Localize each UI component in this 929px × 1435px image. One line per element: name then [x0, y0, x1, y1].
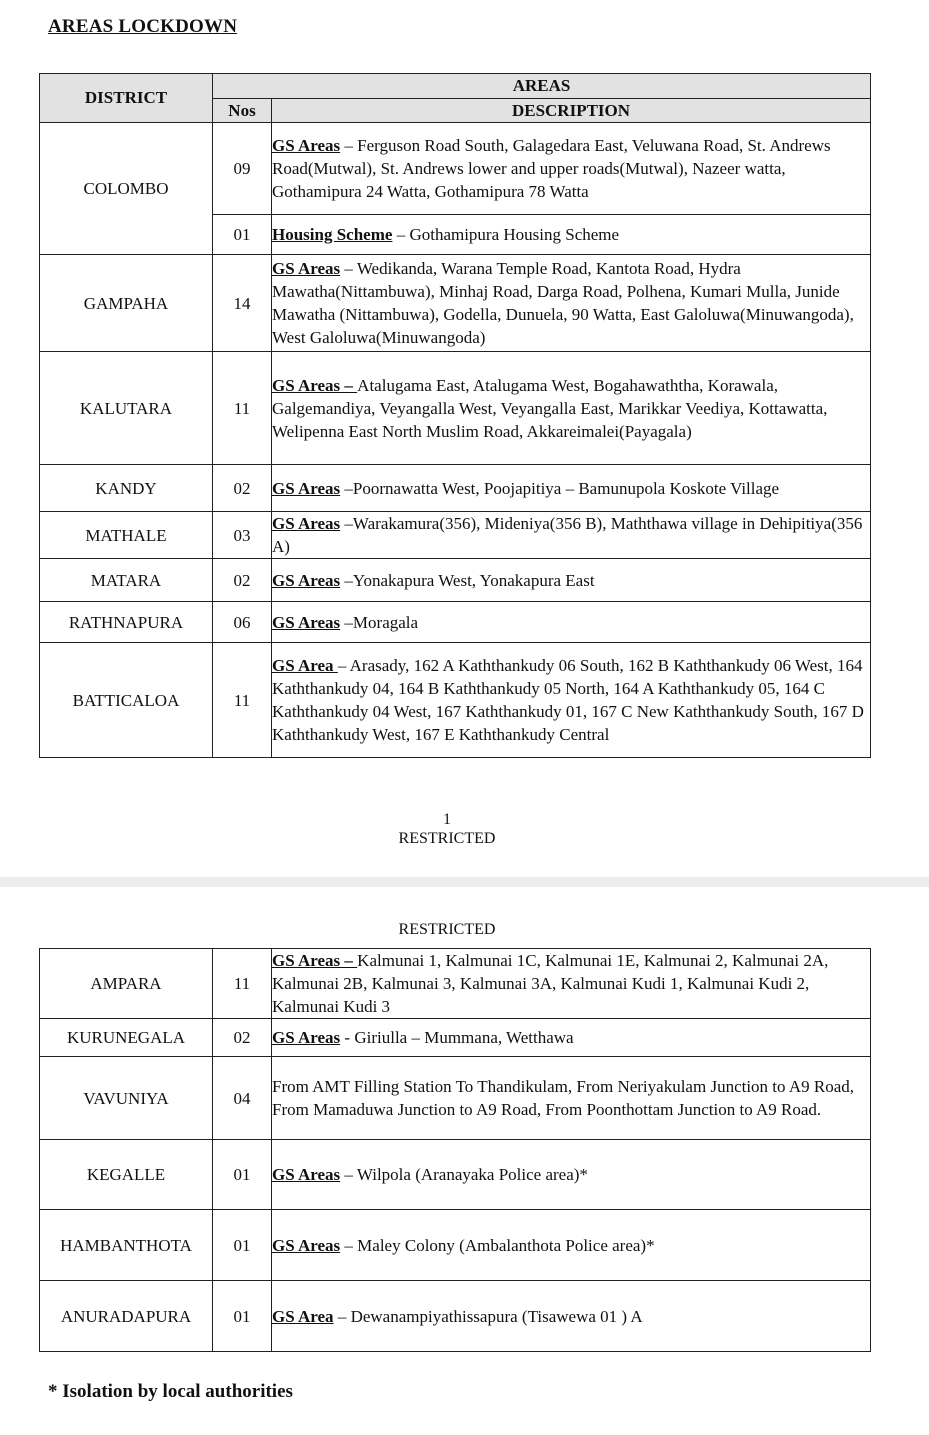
district-cell: GAMPAHA — [40, 255, 213, 352]
area-type-label: GS Areas — [272, 1235, 341, 1255]
page-footer-classification: RESTRICTED — [398, 830, 496, 847]
district-cell: MATHALE — [40, 512, 213, 559]
district-cell: ANURADAPURA — [40, 1281, 213, 1352]
area-list-text: - Giriulla – Mummana, Wetthawa — [340, 1028, 574, 1047]
district-cell: HAMBANTHOTA — [40, 1210, 213, 1281]
district-cell: RATHNAPURA — [40, 602, 213, 643]
lockdown-table-page-1 — [39, 73, 871, 758]
nos-cell: 02 — [213, 465, 272, 512]
area-list-text: – Ferguson Road South, Galagedara East, Veluwana Road, St. Andrews Road(Mutwal), St. Andrews lower and upper roads(Mutwal), Nazeer watta, Gothamipura 24 Watta, Gothamipura 78 Watta — [272, 136, 831, 201]
area-type-label: Housing Scheme — [272, 225, 393, 244]
area-type-label: GS Area — [272, 1306, 334, 1326]
table-row — [40, 352, 871, 465]
area-list-text: – Dewanampiyathissapura (Tisawewa 01 ) A — [333, 1306, 643, 1326]
description-cell — [272, 1057, 871, 1140]
description-cell — [272, 123, 871, 215]
area-type-label: GS Areas – — [272, 951, 358, 970]
table-row — [40, 255, 871, 352]
description-cell — [272, 1140, 871, 1210]
nos-cell: 01 — [213, 1140, 272, 1210]
district-cell: KURUNEGALA — [40, 1019, 213, 1057]
lockdown-table-page-2 — [39, 948, 871, 1352]
nos-cell: 04 — [213, 1057, 272, 1140]
nos-cell: 06 — [213, 602, 272, 643]
area-list-text: –Poornawatta West, Poojapitiya – Bamunupola Koskote Village — [340, 478, 780, 498]
page-header-classification: RESTRICTED — [398, 921, 496, 938]
table-row — [40, 559, 871, 602]
district-cell: AMPARA — [40, 949, 213, 1019]
description-cell — [272, 602, 871, 643]
area-type-label: GS Areas — [272, 612, 341, 632]
nos-cell: 11 — [213, 949, 272, 1019]
area-list-text: –Moragala — [340, 612, 419, 632]
nos-cell: 14 — [213, 255, 272, 352]
nos-cell: 01 — [213, 1281, 272, 1352]
description-cell — [272, 643, 871, 758]
area-list-text: –Yonakapura West, Yonakapura East — [340, 570, 595, 590]
area-list-text: From AMT Filling Station To Thandikulam, From Neriyakulam Junction to A9 Road, From Mamaduwa Junction to A9 Road, From Poonthottam Junction to A9 Road. — [272, 1077, 855, 1119]
nos-cell: 11 — [213, 352, 272, 465]
table-row — [40, 602, 871, 643]
page-number: 1 — [443, 811, 451, 828]
district-cell: MATARA — [40, 559, 213, 602]
area-type-label: GS Areas — [272, 570, 341, 590]
area-list-text: – Wedikanda, Warana Temple Road, Kantota Road, Hydra Mawatha(Nittambuwa), Minhaj Road, Darga Road, Polhena, Kumari Mulla, Junide Mawatha (Nittambuwa), Godella, Dunuela, 90 Watta, East Galoluwa(Minuwangoda), West Galoluwa(Minuwangoda) — [272, 259, 854, 347]
table-row — [40, 1281, 871, 1352]
district-cell: KALUTARA — [40, 352, 213, 465]
table-row — [40, 123, 871, 215]
header-district: DISTRICT — [40, 74, 213, 123]
district-cell: KEGALLE — [40, 1140, 213, 1210]
table-row — [40, 1057, 871, 1140]
area-type-label: GS Areas — [272, 1165, 341, 1184]
header-nos: Nos — [213, 99, 272, 123]
district-cell: COLOMBO — [40, 123, 213, 255]
page-separator — [0, 877, 929, 887]
area-list-text: –Warakamura(356), Mideniya(356 B), Maththawa village in Dehipitiya(356 A) — [272, 514, 863, 556]
nos-cell: 01 — [213, 215, 272, 255]
area-type-label: GS Areas — [272, 514, 341, 533]
area-list-text: Atalugama East, Atalugama West, Bogahawaththa, Korawala, Galgemandiya, Veyangalla West, Veyangalla East, Marikkar Veediya, Kottawatta, Welipenna East North Muslim Road, Akkareimalei(Payagala) — [272, 375, 828, 441]
district-cell: VAVUNIYA — [40, 1057, 213, 1140]
description-cell — [272, 215, 871, 255]
area-type-label: GS Areas — [272, 478, 341, 498]
table-row — [40, 1140, 871, 1210]
area-list-text: Kalmunai 1, Kalmunai 1C, Kalmunai 1E, Kalmunai 2, Kalmunai 2A, Kalmunai 2B, Kalmunai 3, Kalmunai 3A, Kalmunai Kudi 1, Kalmunai Kudi 2, Kalmunai Kudi 3 — [272, 951, 829, 1016]
area-type-label: GS Areas — [272, 136, 341, 155]
area-list-text: – Wilpola (Aranayaka Police area)* — [340, 1165, 588, 1184]
description-cell — [272, 559, 871, 602]
table-row — [40, 1210, 871, 1281]
table-row — [40, 1019, 871, 1057]
nos-cell: 03 — [213, 512, 272, 559]
description-cell — [272, 255, 871, 352]
description-cell — [272, 1281, 871, 1352]
description-cell — [272, 949, 871, 1019]
area-type-label: GS Areas — [272, 1028, 341, 1047]
table-row — [40, 512, 871, 559]
description-cell — [272, 465, 871, 512]
nos-cell: 01 — [213, 1210, 272, 1281]
area-type-label: GS Area — [272, 656, 338, 675]
area-list-text: – Gothamipura Housing Scheme — [392, 225, 620, 244]
nos-cell: 02 — [213, 1019, 272, 1057]
description-cell — [272, 352, 871, 465]
table-row — [40, 643, 871, 758]
nos-cell: 11 — [213, 643, 272, 758]
table-row — [40, 465, 871, 512]
area-list-text: – Maley Colony (Ambalanthota Police area)* — [340, 1235, 655, 1255]
footnote: * Isolation by local authorities — [48, 1381, 293, 1402]
district-cell: KANDY — [40, 465, 213, 512]
nos-cell: 09 — [213, 123, 272, 215]
header-description: DESCRIPTION — [272, 99, 871, 123]
description-cell — [272, 512, 871, 559]
header-areas: AREAS — [213, 74, 871, 99]
nos-cell: 02 — [213, 559, 272, 602]
description-cell — [272, 1019, 871, 1057]
area-list-text: – Arasady, 162 A Kaththankudy 06 South, 162 B Kaththankudy 06 West, 164 Kaththankudy 04, 164 B Kaththankudy 05 North, 164 A Kaththankudy 05, 164 C Kaththankudy 04 West, 167 Kaththankudy 01, 167 C New Kaththankudy South, 167 D Kaththankudy West, 167 E Kaththankudy Central — [272, 656, 864, 744]
area-type-label: GS Areas — [272, 259, 341, 278]
area-type-label: GS Areas – — [272, 375, 358, 395]
table-row — [40, 949, 871, 1019]
description-cell — [272, 1210, 871, 1281]
district-cell: BATTICALOA — [40, 643, 213, 758]
page-title: AREAS LOCKDOWN — [48, 16, 238, 37]
